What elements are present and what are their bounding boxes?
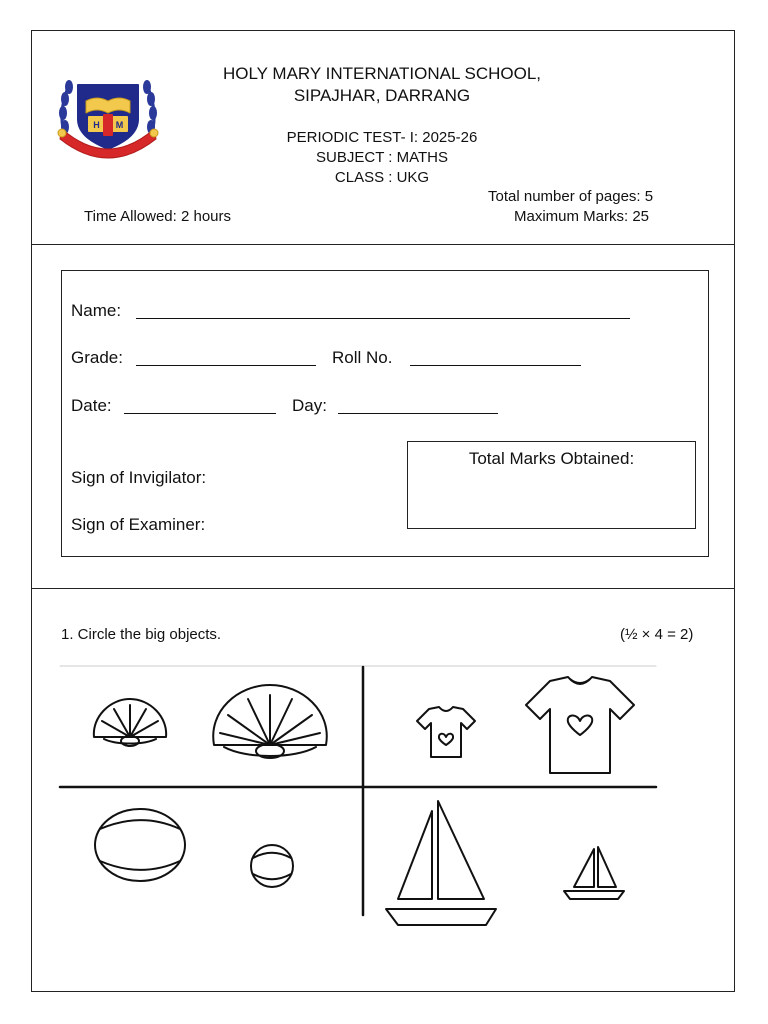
- small-shell-icon[interactable]: [94, 699, 166, 746]
- school-name: HOLY MARY INTERNATIONAL SCHOOL,: [222, 64, 542, 83]
- class-label: CLASS : UKG: [334, 169, 430, 186]
- date-field[interactable]: [124, 413, 276, 414]
- invigilator-sign-label: Sign of Invigilator:: [71, 468, 207, 487]
- info-divider: [32, 588, 734, 589]
- roll-field[interactable]: [410, 365, 581, 366]
- question-1-picture-grid: [60, 665, 656, 917]
- subject-label: SUBJECT : MATHS: [316, 149, 448, 166]
- exam-page: [31, 30, 735, 992]
- examiner-sign-label: Sign of Examiner:: [71, 515, 206, 534]
- question-1-text: 1. Circle the big objects.: [61, 626, 222, 643]
- time-allowed: Time Allowed: 2 hours: [84, 208, 232, 225]
- small-tshirt-icon[interactable]: [417, 707, 475, 757]
- date-label: Date:: [71, 396, 112, 415]
- name-label: Name:: [71, 301, 122, 320]
- question-1-marks: (½ × 4 = 2): [620, 626, 694, 643]
- day-field[interactable]: [338, 413, 498, 414]
- big-shell-icon[interactable]: [213, 685, 327, 758]
- name-field[interactable]: [136, 318, 630, 319]
- big-ball-icon[interactable]: [95, 809, 185, 881]
- small-sailboat-icon[interactable]: [564, 847, 624, 899]
- logo-initial-h: H: [93, 120, 100, 130]
- school-logo: [56, 69, 160, 167]
- grade-field[interactable]: [136, 365, 316, 366]
- small-ball-icon[interactable]: [251, 845, 293, 887]
- logo-initial-m: M: [115, 120, 124, 130]
- school-location: SIPAJHAR, DARRANG: [293, 86, 471, 105]
- grade-label: Grade:: [71, 348, 123, 367]
- day-label: Day:: [292, 396, 327, 415]
- big-tshirt-icon[interactable]: [526, 677, 634, 773]
- total-pages: Total number of pages: 5: [488, 188, 654, 205]
- test-title: PERIODIC TEST- I: 2025-26: [286, 129, 478, 146]
- maximum-marks: Maximum Marks: 25: [514, 208, 650, 225]
- header-divider: [32, 244, 734, 245]
- total-marks-label: Total Marks Obtained:: [468, 449, 635, 468]
- big-sailboat-icon[interactable]: [386, 801, 496, 925]
- roll-label: Roll No.: [332, 348, 393, 367]
